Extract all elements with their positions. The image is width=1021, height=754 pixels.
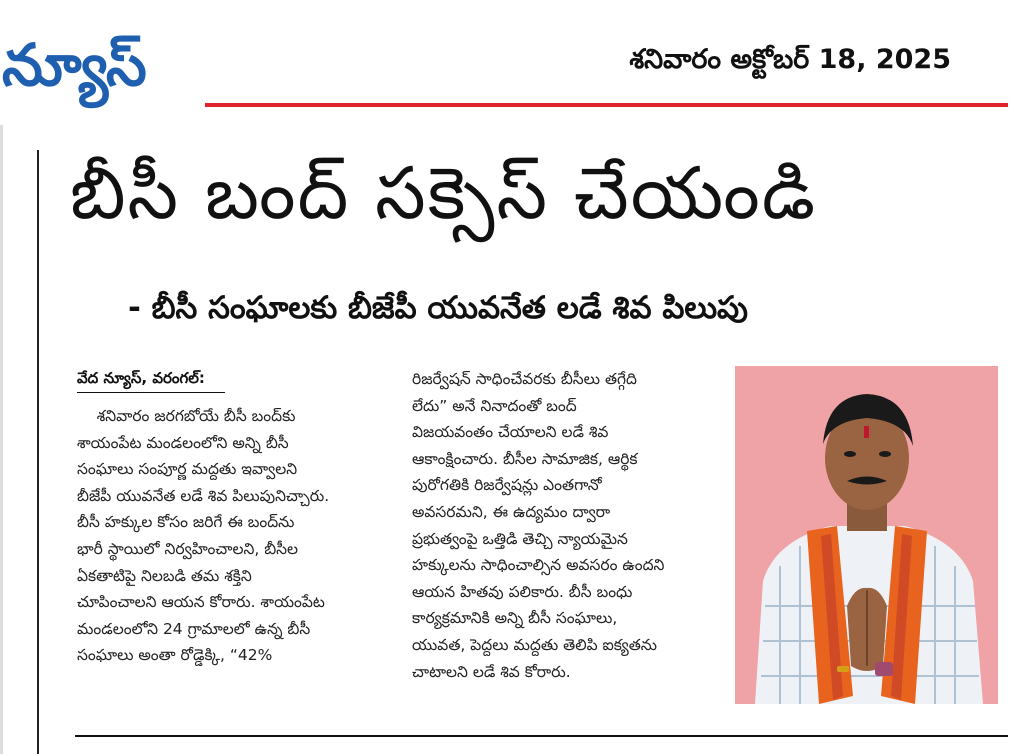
body-line: పురోగతికి రిజర్వేషన్లు ఎంతగానో xyxy=(412,476,602,495)
body-line: చూపించాలని ఆయన కోరారు. శాయంపేట xyxy=(77,593,325,612)
body-line: రిజర్వేషన్ సాధించేవరకు బీసీలు తగ్గేది xyxy=(412,370,637,388)
body-line: కార్యక్రమానికి అన్ని బీసీ సంఘాలు, xyxy=(412,609,618,628)
body-line: సంఘాలు సంపూర్ణ మద్దతు ఇవ్వాలని xyxy=(77,460,298,479)
body-line: బీసీ హక్కుల కోసం జరిగే ఈ బంద్‌ను xyxy=(77,513,295,532)
article-subheadline: - బీసీ సంఘాలకు బీజేపీ యువనేత లడే శివ పిలుపు xyxy=(128,290,748,326)
person-photo-illustration xyxy=(735,366,998,704)
body-line: ప్రభుత్వంపై ఒత్తిడి తెచ్చి న్యాయమైన xyxy=(412,529,628,548)
article-dateline: వేద న్యూస్, వరంగల్: xyxy=(77,369,205,387)
person-photo xyxy=(735,366,998,704)
body-line: యువత, పెద్దలు మద్దతు తెలిపి ఐక్యతను xyxy=(412,635,658,654)
body-line: హక్కులను సాధించాల్సిన అవసరం ఉందని xyxy=(412,556,665,575)
column-divider-left xyxy=(37,150,39,754)
article-column-1 xyxy=(77,403,397,669)
body-line: ఆయన హితవు పలికారు. బీసీ బంధు xyxy=(412,582,633,601)
body-line: మండలంలోని 24 గ్రామాలలో ఉన్న బీసీ xyxy=(77,619,311,638)
dateline-underline xyxy=(77,392,225,393)
body-line: ఆకాంక్షించారు. బీసీల సామాజిక, ఆర్థిక xyxy=(412,449,638,468)
issue-date: శనివారం అక్టోబర్ 18, 2025 xyxy=(629,44,951,75)
page-edge-line xyxy=(0,125,3,754)
body-line: లేదు” అనే నినాదంతో బంద్ xyxy=(412,396,577,415)
body-line: అవసరమని, ఈ ఉద్యమం ద్వారా xyxy=(412,502,611,521)
body-line: సంఘాలు అంతా రోడ్డెక్కి, “42% xyxy=(77,646,273,665)
article-column-2 xyxy=(412,366,722,685)
newspaper-logo: న్యూస్ xyxy=(2,31,145,99)
article-bottom-rule xyxy=(75,735,1008,737)
masthead-red-rule xyxy=(205,103,1008,107)
body-line: బీజేపీ యువనేత లడే శివ పిలుపునిచ్చారు. xyxy=(77,486,330,505)
article-headline: బీసీ బంద్ సక్సెస్ చేయండి xyxy=(70,151,818,235)
body-line: చాటాలని లడే శివ కోరారు. xyxy=(412,662,571,681)
body-line: శనివారం జరగబోయే బీసీ బంద్‌కు xyxy=(77,407,296,425)
body-line: భారీ స్థాయిలో నిర్వహించాలని, బీసీల xyxy=(77,539,299,558)
body-line: శాయంపేట మండలంలోని అన్ని బీసీ xyxy=(77,433,289,452)
body-line: విజయవంతం చేయాలని లడే శివ xyxy=(412,423,609,442)
body-line: ఏకతాటిపై నిలబడి తమ శక్తిని xyxy=(77,566,252,585)
